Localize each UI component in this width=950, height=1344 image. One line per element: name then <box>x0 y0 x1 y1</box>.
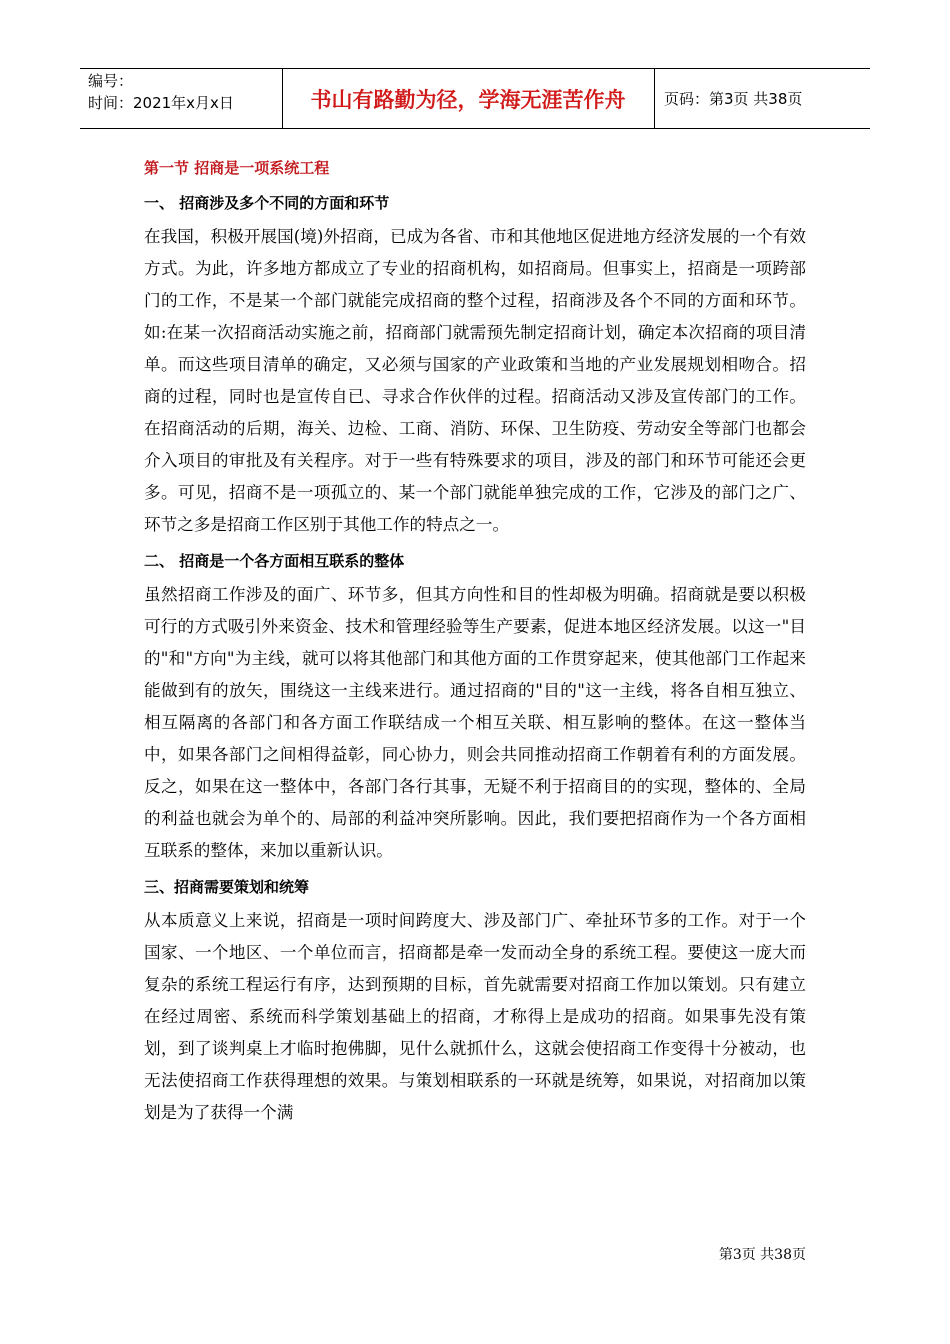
subheading-2: 二、 招商是一个各方面相互联系的整体 <box>144 552 405 570</box>
header-motto: 书山有路勤为径，学海无涯苦作舟 <box>310 87 626 112</box>
section-title: 第一节 招商是一项系统工程 <box>144 159 330 177</box>
subheading-3: 三、招商需要策划和统筹 <box>144 878 310 896</box>
document-body <box>144 152 806 1131</box>
time-label: 时间：2021年x月x日 <box>88 94 234 112</box>
page-footer: 第3页 共38页 <box>718 1247 806 1263</box>
paragraph-2: 虽然招商工作涉及的面广、环节多，但其方向性和目的性却极为明确。招商就是要以积极可行的方式吸引外来资金、技术和管理经验等生产要素，促进本地区经济发展。以这一"目的"和"方向"为主线，就可以将其他部门和其他方面的工作贯穿起来，使其他部门工作起来能做到有的放矢，围绕这一主线来进行。通过招商的"目的"这一主线，将各自相互独立、相互隔离的各部门和各方面工作联结成一个相互关联、相互影响的整体。在这一整体当中，如果各部门之间相得益彰，同心协力，则会共同推动招商工作朝着有利的方面发展。反之，如果在这一整体中，各部门各行其事，无疑不利于招商目的的实现，整体的、全局的利益也就会为单个的、局部的利益冲突所影响。因此，我们要把招商作为一个各方面相互联系的整体，来加以重新认识。 <box>144 585 806 860</box>
paragraph-3: 从本质意义上来说，招商是一项时间跨度大、涉及部门广、牵扯环节多的工作。对于一个国家、一个地区、一个单位而言，招商都是牵一发而动全身的系统工程。要使这一庞大而复杂的系统工程运行有序，达到预期的目标，首先就需要对招商工作加以策划。只有建立在经过周密、系统而科学策划基础上的招商，才称得上是成功的招商。如果事先没有策划，到了谈判桌上才临时抱佛脚，见什么就抓什么，这就会使招商工作变得十分被动，也无法使招商工作获得理想的效果。与策划相联系的一环就是统筹，如果说，对招商加以策划是为了获得一个满 <box>144 911 806 1122</box>
paragraph-1: 在我国，积极开展国(境)外招商，已成为各省、市和其他地区促进地方经济发展的一个有效方式。为此，许多地方都成立了专业的招商机构，如招商局。但事实上，招商是一项跨部门的工作，不是某一个部门就能完成招商的整个过程，招商涉及各个不同的方面和环节。如:在某一次招商活动实施之前，招商部门就需预先制定招商计划，确定本次招商的项目清单。而这些项目清单的确定，又必须与国家的产业政策和当地的产业发展规划相吻合。招商的过程，同时也是宣传自已、寻求合作伙伴的过程。招商活动又涉及宣传部门的工作。在招商活动的后期，海关、边检、工商、消防、环保、卫生防疫、劳动安全等部门也都会介入项目的审批及有关程序。对于一些有特殊要求的项目，涉及的部门和环节可能还会更多。可见，招商不是一项孤立的、某一个部门就能单独完成的工作，它涉及的部门之广、环节之多是招商工作区别于其他工作的特点之一。 <box>144 227 806 534</box>
header-page-info: 页码：第3页 共38页 <box>664 90 803 108</box>
header-divider-2 <box>654 68 655 129</box>
number-label: 编号： <box>88 72 134 90</box>
header-meta <box>88 70 234 114</box>
subheading-1: 一、 招商涉及多个不同的方面和环节 <box>144 194 390 212</box>
